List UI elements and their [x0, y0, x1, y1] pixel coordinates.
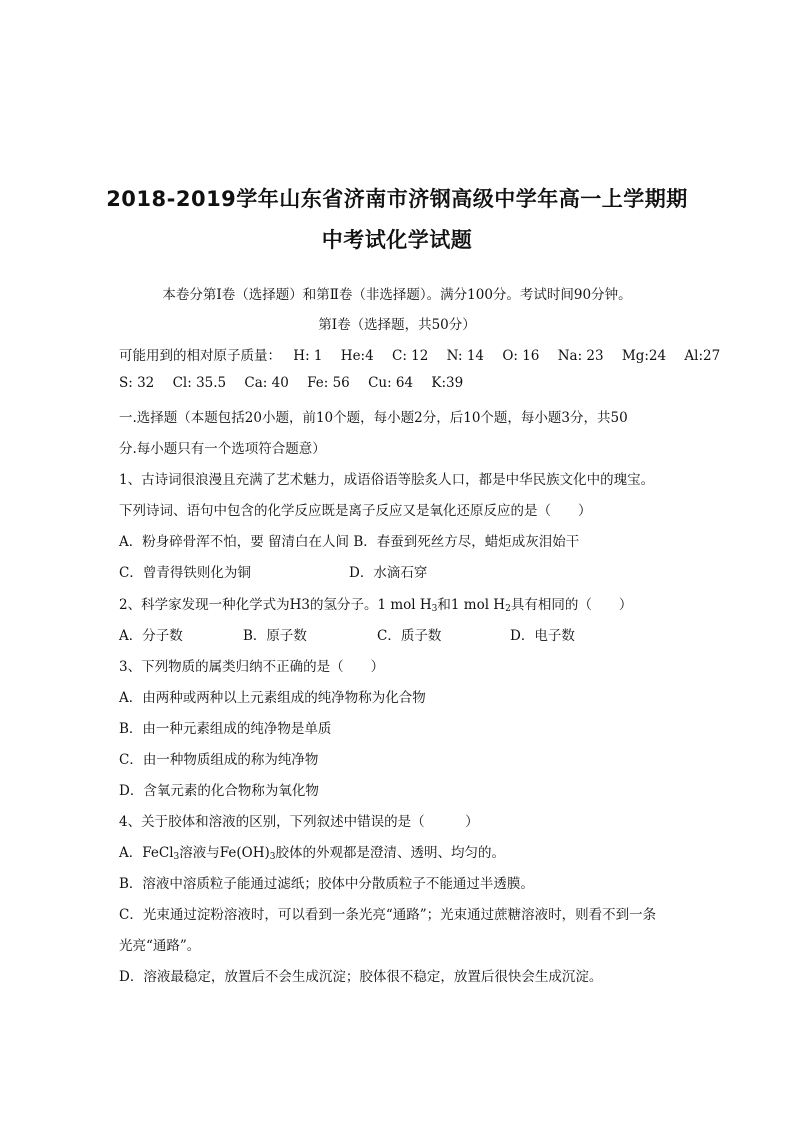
question-1-option-c: C．曾青得铁则化为铜 — [119, 565, 251, 581]
question-4-stem: 4、关于胶体和溶液的区别，下列叙述中错误的是（ ） — [119, 814, 479, 830]
atomic-mass-item: Mg:24 — [621, 348, 667, 364]
atomic-mass-item: N: 14 — [446, 348, 485, 364]
atomic-mass-row1 — [119, 344, 720, 364]
atomic-mass-item: K:39 — [431, 375, 464, 391]
atomic-mass-item: He:4 — [340, 348, 374, 364]
question-3-option-d: D．含氧元素的化合物称为氧化物 — [119, 783, 319, 799]
question-1-stem-line2: 下列诗词、语句中包含的化学反应既是离子反应又是氧化还原反应的是（ ） — [119, 503, 592, 519]
question-2-option-a: A．分子数 — [119, 628, 183, 644]
atomic-mass-item: H: 1 — [293, 348, 323, 364]
question-3-option-c: C．由一种物质组成的称为纯净物 — [119, 752, 319, 768]
atomic-mass-item: O: 16 — [502, 348, 540, 364]
atomic-mass-item: Fe: 56 — [307, 375, 350, 391]
part1-heading: 第Ⅰ卷（选择题，共50分） — [318, 317, 476, 333]
question-2-option-b: B．原子数 — [243, 628, 307, 644]
subscript: 3 — [173, 852, 180, 862]
question-2-options — [119, 624, 575, 644]
exam-intro: 本卷分第Ⅰ卷（选择题）和第Ⅱ卷（非选择题）。满分100分。考试时间90分钟。 — [162, 287, 632, 303]
atomic-mass-item: C: 12 — [392, 348, 429, 364]
question-1-stem-line1: 1、古诗词很浪漫且充满了艺术魅力，成语俗语等脍炙人口，都是中华民族文化中的瑰宝。 — [119, 472, 655, 488]
exam-title-line2: 中考试化学试题 — [321, 228, 473, 252]
subscript: 3 — [269, 852, 276, 862]
question-1-options-ab: A．粉身碎骨浑不怕，要 留清白在人间 B．春蚕到死丝方尽，蜡炬成灰泪始干 — [119, 534, 580, 550]
question-1-options-cd — [119, 561, 427, 581]
question-2-stem-part: 2、科学家发现一种化学式为H3的氢分子。1 mol H — [119, 597, 432, 613]
question-4-option-d: D．溶液最稳定，放置后不会生成沉淀；胶体很不稳定，放置后很快会生成沉淀。 — [119, 969, 603, 985]
question-4-option-c-line1: C．光束通过淀粉溶液时，可以看到一条光亮“通路”；光束通过蔗糖溶液时，则看不到一条 — [119, 907, 657, 923]
atomic-mass-item: Cu: 64 — [368, 375, 414, 391]
atomic-mass-item: Ca: 40 — [244, 375, 289, 391]
subscript: 3 — [431, 604, 438, 614]
question-4-option-b: B．溶液中溶质粒子能通过滤纸；胶体中分散质粒子不能通过半透膜。 — [119, 876, 534, 892]
question-2-stem-part: 具有相同的（ ） — [510, 597, 633, 613]
atomic-mass-row2 — [119, 375, 477, 391]
question-1-option-d: D．水滴石穿 — [349, 565, 428, 581]
question-3-stem: 3、下列物质的属类归纳不正确的是（ ） — [119, 659, 385, 675]
atomic-mass-label: 可能用到的相对原子质量： — [119, 348, 281, 364]
section1-heading-line2: 分.每小题只有一个选项符合题意） — [119, 441, 326, 457]
question-4-option-c-line2: 光亮“通路”。 — [119, 938, 201, 954]
question-4-option-a-part: 溶液与Fe(OH) — [179, 845, 270, 861]
question-2-option-c: C．质子数 — [377, 628, 442, 644]
question-2-stem — [119, 593, 632, 613]
atomic-mass-item: S: 32 — [119, 375, 155, 391]
atomic-mass-item: Al:27 — [684, 348, 721, 364]
question-2-option-d: D．电子数 — [510, 628, 575, 644]
question-3-option-b: B．由一种元素组成的纯净物是单质 — [119, 721, 332, 737]
atomic-mass-item: Na: 23 — [557, 348, 604, 364]
exam-title-line1: 2018-2019学年山东省济南市济钢高级中学年高一上学期期 — [106, 187, 688, 211]
question-4-option-a — [119, 841, 505, 861]
section1-heading-line1: 一.选择题（本题包括20小题，前10个题，每小题2分，后10个题，每小题3分，共50 — [119, 410, 628, 426]
question-3-option-a: A．由两种或两种以上元素组成的纯净物称为化合物 — [119, 690, 426, 706]
subscript: 2 — [505, 604, 511, 614]
atomic-mass-item: Cl: 35.5 — [172, 375, 227, 391]
question-4-option-a-part: 胶体的外观都是澄清、透明、均匀的。 — [275, 845, 505, 861]
question-2-stem-part: 和1 mol H — [437, 597, 506, 613]
question-4-option-a-part: A．FeCl — [119, 845, 174, 861]
